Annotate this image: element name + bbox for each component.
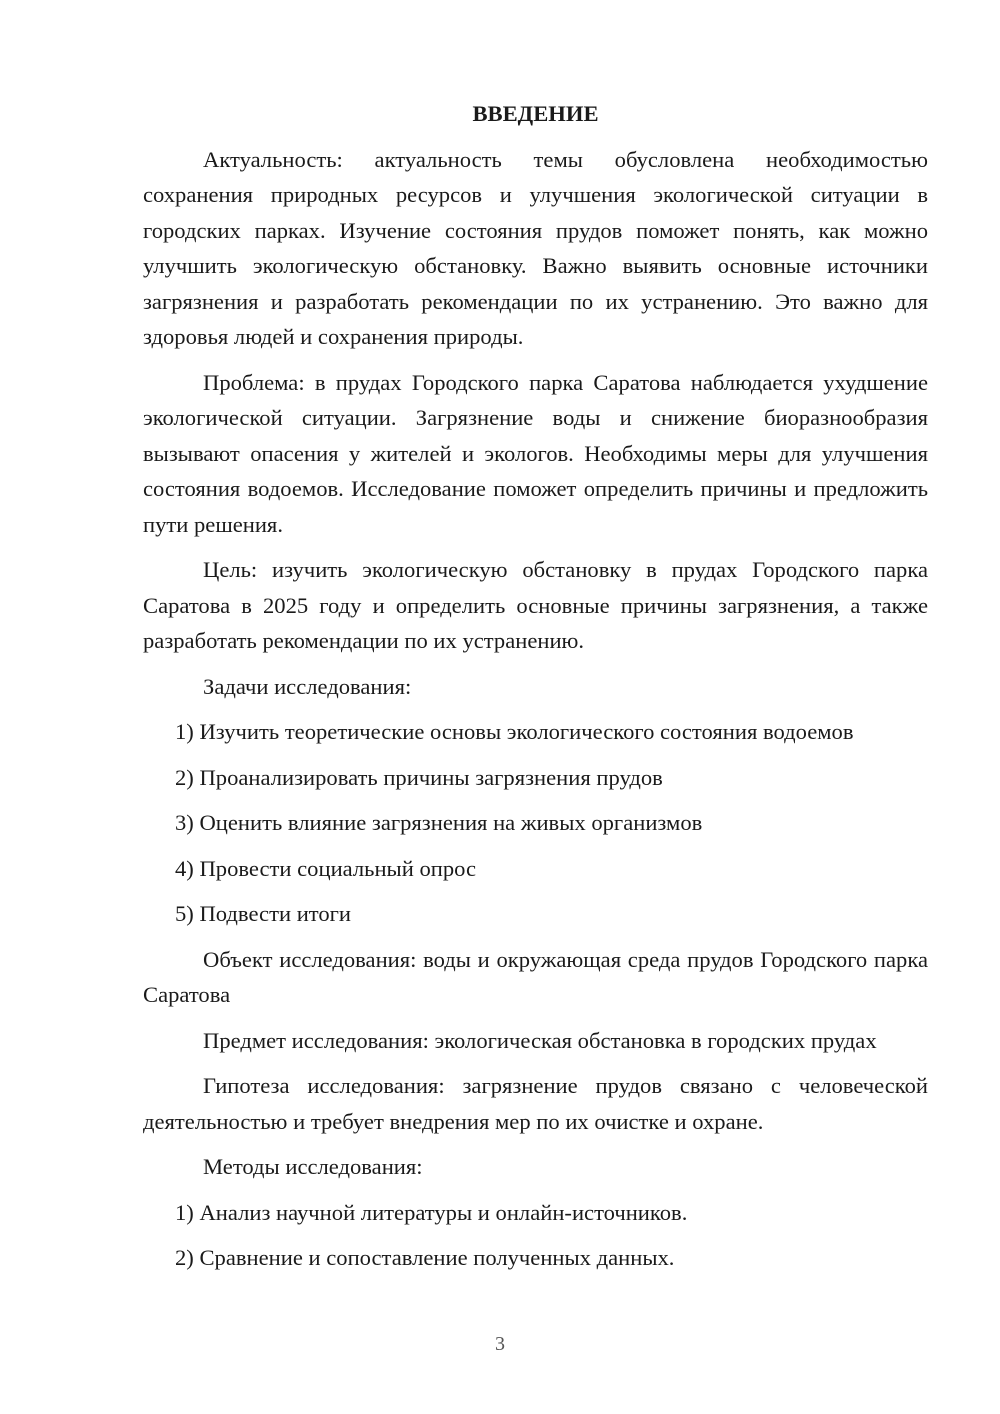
paragraph-goal: Цель: изучить экологическую обстановку в прудах Городского парка Саратова в 2025 году и определить основные причины загрязнения, а также разработать рекомендации по их устранению. xyxy=(143,557,928,653)
tasks-heading: Задачи исследования: xyxy=(203,673,412,699)
paragraph-problem: Проблема: в прудах Городского парка Саратова наблюдается ухудшение экологической ситуации. Загрязнение воды и снижение биоразнообразия вызывают опасения у жителей и экологов. Необходимы меры для улучшения состояния водоемов. Исследование поможет определить причины и предложить пути решения. xyxy=(143,369,928,537)
task-item: 3) Оценить влияние загрязнения на живых организмов xyxy=(175,810,703,835)
paragraph-subject: Предмет исследования: экологическая обстановка в городских прудах xyxy=(203,1027,877,1053)
methods-heading: Методы исследования: xyxy=(203,1154,423,1179)
page-number: 3 xyxy=(495,1333,505,1355)
page-content xyxy=(143,96,928,1286)
task-item: 2) Проанализировать причины загрязнения прудов xyxy=(175,764,663,790)
task-item: 1) Изучить теоретические основы экологического состояния водоемов xyxy=(175,719,854,744)
method-item: 2) Сравнение и сопоставление полученных данных. xyxy=(175,1245,675,1270)
paragraph-relevance: Актуальность: актуальность темы обусловлена необходимостью сохранения природных ресурсов и улучшения экологической ситуации в городских парках. Изучение состояния прудов поможет понять, как можно улучшить экологическую обстановку. Важно выявить основные источники загрязнения и разработать рекомендации по их устранению. Это важно для здоровья людей и сохранения природы. xyxy=(143,146,928,349)
paragraph-object: Объект исследования: воды и окружающая среда прудов Городского парка Саратова xyxy=(143,946,928,1007)
paragraph-hypothesis: Гипотеза исследования: загрязнение прудов связано с человеческой деятельностью и требует внедрения мер по их очистке и охране. xyxy=(143,1073,928,1134)
task-item: 5) Подвести итоги xyxy=(175,901,352,926)
task-item: 4) Провести социальный опрос xyxy=(175,855,477,881)
section-title: ВВЕДЕНИЕ xyxy=(472,101,599,126)
method-item: 1) Анализ научной литературы и онлайн-источников. xyxy=(175,1199,688,1225)
